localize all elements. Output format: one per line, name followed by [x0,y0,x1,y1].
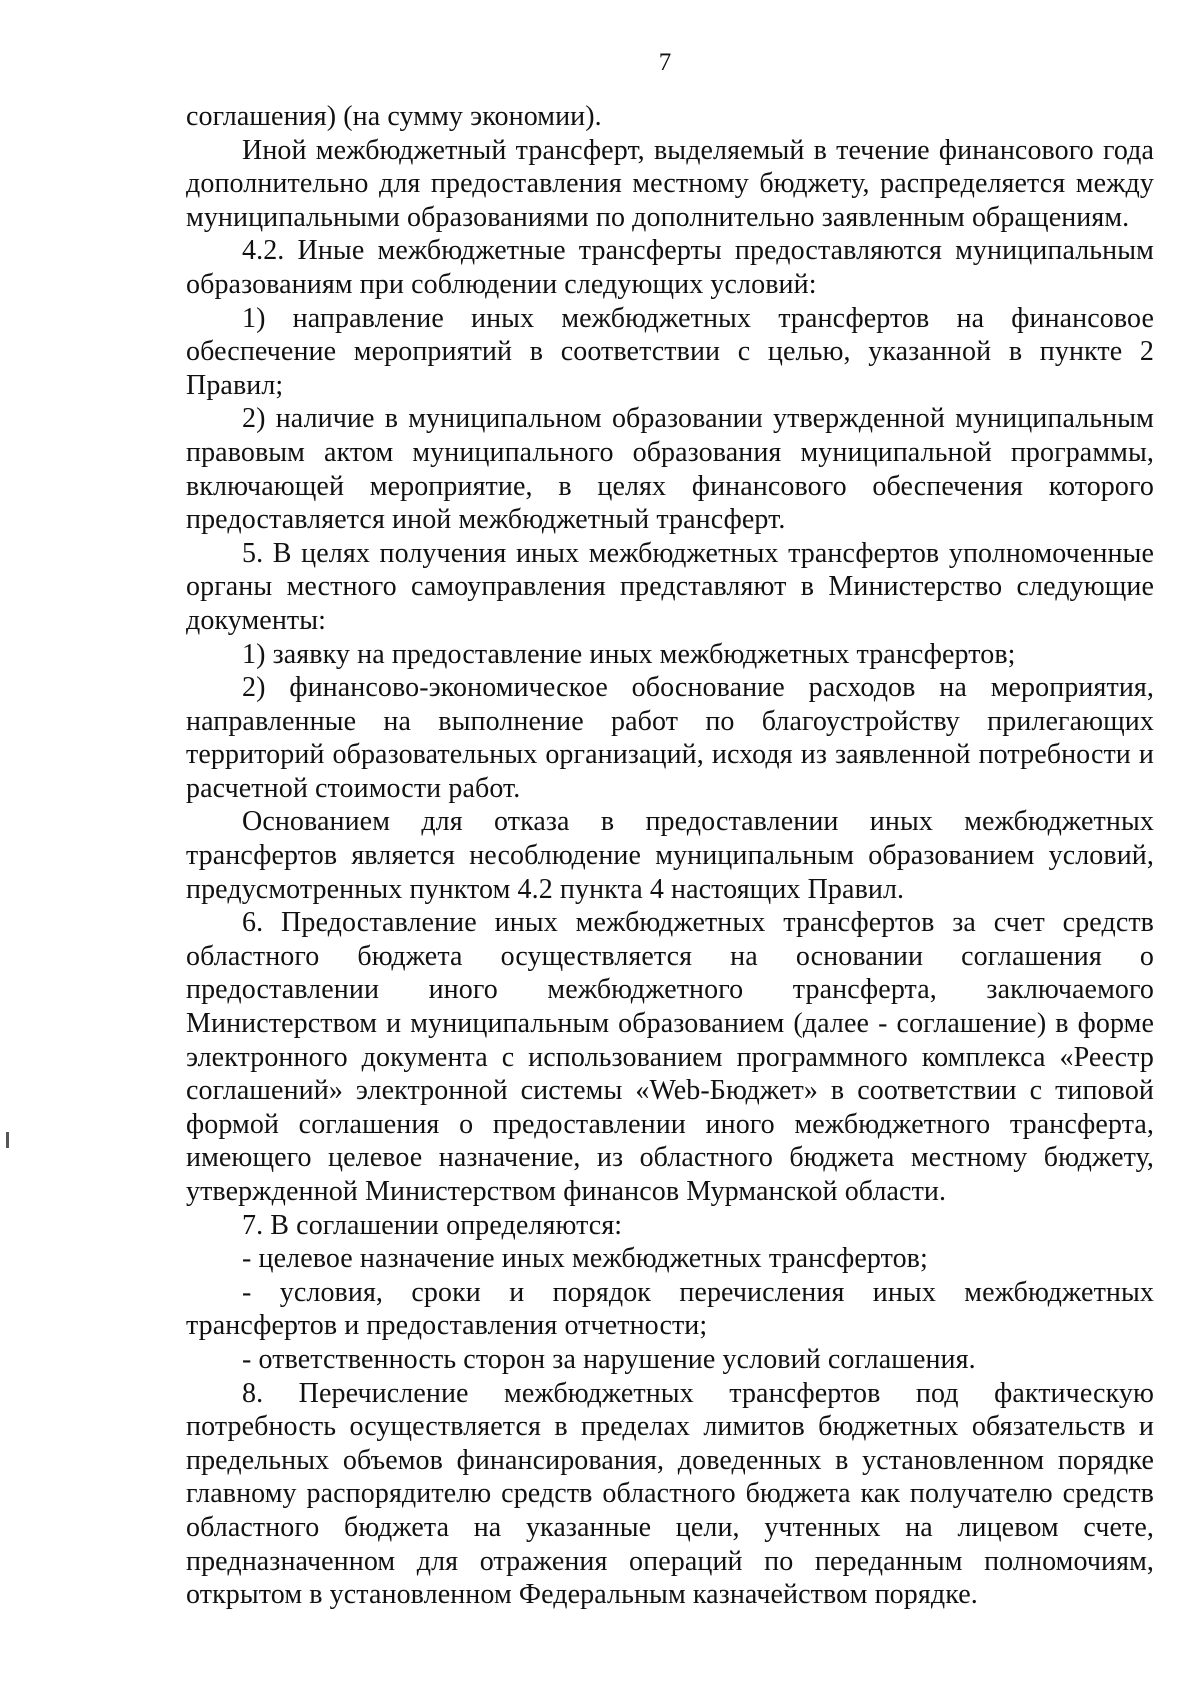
paragraph-8: 8. Перечисление межбюджетных трансфертов под фактическую потребность осуществляется в пределах лимитов бюджетных обязательств и предельных объемов финансирования, доведенных в установленном порядке главному распорядителю средств областного бюджета как получателю средств областного бюджета на указанные цели, учтенных на лицевом счете, предназначенном для отражения операций по переданным полномочиям, открытом в установленном Федеральным казначейством порядке. [186,1377,1154,1611]
paragraph-4-2-item-2: 2) наличие в муниципальном образовании утвержденной муниципальным правовым актом муниципального образования муниципальной программы, включающей мероприятие, в целях финансового обеспечения которого предоставляется иной межбюджетный трансферт. [186,403,1154,536]
paragraph-4-2: 4.2. Иные межбюджетные трансферты предоставляются муниципальным образованиям при соблюдении следующих условий: [186,235,1154,300]
paragraph-5: 5. В целях получения иных межбюджетных трансфертов уполномоченные органы местного самоуправления представляют в Министерство следующие документы: [186,537,1154,636]
document-body [186,100,1154,1612]
paragraph-7: 7. В соглашении определяются: [242,1209,623,1241]
paragraph-5-item-1: 1) заявку на предоставление иных межбюджетных трансфертов; [242,638,1016,670]
paragraph-additional-transfer: Иной межбюджетный трансферт, выделяемый в течение финансового года дополнительно для предоставления местному бюджету, распределяется между муниципальными образованиями по дополнительно заявленным обращениям. [186,134,1154,233]
paragraph-7-item-1: - целевое назначение иных межбюджетных трансфертов; [242,1243,928,1275]
paragraph-6: 6. Предоставление иных межбюджетных трансфертов за счет средств областного бюджета осуществляется на основании соглашения о предоставлении иного межбюджетного трансферта, заключаемого Министерством и муниципальным образованием (далее - соглашение) в форме электронного документа с использованием программного комплекса «Реестр соглашений» электронной системы «Web-Бюджет» в соответствии с типовой формой соглашения о предоставлении иного межбюджетного трансферта, имеющего целевое назначение, из областного бюджета местному бюджету, утвержденной Министерством финансов Мурманской области. [186,907,1154,1207]
page-number: 7 [658,49,672,76]
paragraph-5-item-2: 2) финансово-экономическое обоснование расходов на мероприятия, направленные на выполнение работ по благоустройству прилегающих территорий образовательных организаций, исходя из заявленной потребности и расчетной стоимости работ. [186,672,1154,804]
paragraph-4-2-item-1: 1) направление иных межбюджетных трансфертов на финансовое обеспечение мероприятий в соответствии с целью, указанной в пункте 2 Правил; [186,302,1154,401]
paragraph-7-item-2: - условия, сроки и порядок перечисления иных межбюджетных трансфертов и предоставления отчетности; [186,1276,1154,1342]
paragraph-continuation: соглашения) (на сумму экономии). [186,101,602,132]
paragraph-refusal-grounds: Основанием для отказа в предоставлении иных межбюджетных трансфертов является несоблюдение муниципальным образованием условий, предусмотренных пунктом 4.2 пункта 4 настоящих Правил. [186,806,1154,905]
paragraph-7-item-3: - ответственность сторон за нарушение условий соглашения. [242,1343,976,1375]
scan-edge-mark [6,1132,9,1148]
